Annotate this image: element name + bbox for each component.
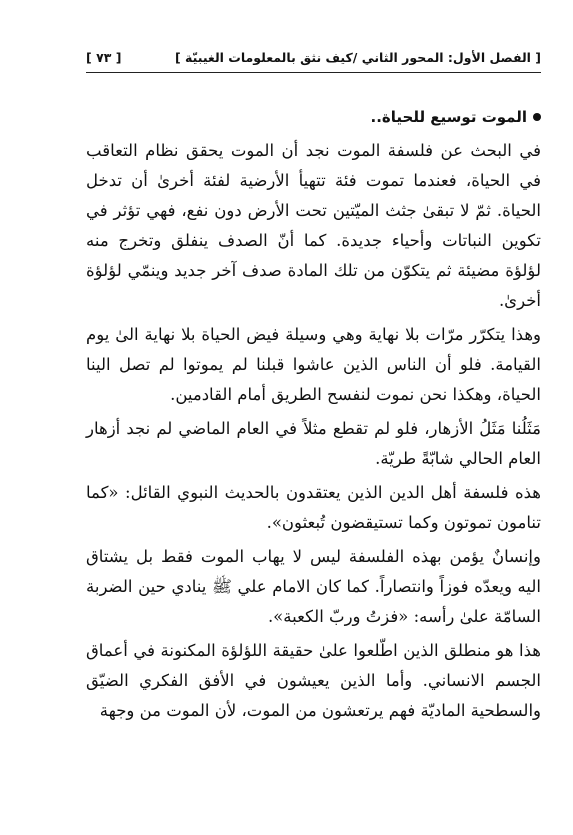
paragraph: في البحث عن فلسفة الموت نجد أن الموت يحقق نظام التعاقب في الحياة، فعندما تموت فئة تتهيأ الأرضية لفئة أخرىٰ أن تدخل الحياة. ثمّ لا تبقىٰ جثث الميّتين تحت الأرض دون نفع، فهي تؤثر في تكوين النباتات وأحياء جديدة. كما أنّ الصدف ينفلق وتخرج منه لؤلؤة مضيئة ثم يتكوّن من تلك المادة صدف آخر جديد وينمّي لؤلؤة أخرىٰ. xyxy=(86,141,541,310)
page-body xyxy=(86,104,541,730)
paragraph: وإنسانٌ يؤمن بهذه الفلسفة ليس لا يهاب الموت فقط بل يشتاق اليه ويعدّه فوزاً وانتصاراً. كما كان الامام علي ﷺ ينادي حين الضربة السامّة علىٰ رأسه: «فزتُ وربّ الكعبة». xyxy=(86,547,541,626)
chapter-title: [ الفصل الأول: المحور الثاني /كيف نثق بالمعلومات الغيبيّة ] xyxy=(174,49,541,65)
section-heading xyxy=(86,104,541,130)
running-header xyxy=(86,46,541,68)
bullet-icon xyxy=(533,113,541,121)
paragraph: مَثَلُنا مَثَلُ الأزهار، فلو لم تقطع مثلاً في العام الماضي لم نجد أزهار العام الحالي شابّةً طريّة. xyxy=(86,419,541,468)
section-heading-text: الموت توسيع للحياة.. xyxy=(370,108,527,126)
header-divider xyxy=(86,72,541,73)
paragraph: وهذا يتكرّر مرّات بلا نهاية وهي وسيلة فيض الحياة بلا نهاية الىٰ يوم القيامة. فلو أن الناس الذين عاشوا قبلنا لم يموتوا لم تصل الينا الحياة، وهكذا نحن نموت لنفسح الطريق أمام القادمين. xyxy=(86,325,541,404)
paragraph: هذا هو منطلق الذين اطّلعوا علىٰ حقيقة اللؤلؤة المكنونة في أعماق الجسم الانساني. وأما الذين يعيشون في الأفق الفكري الضيّق والسطحية الماديّة فهم يرتعشون من الموت، لأن الموت من وجهة xyxy=(86,641,541,720)
paragraph: هذه فلسفة أهل الدين الذين يعتقدون بالحديث النبوي القائل: «كما تنامون تموتون وكما تستيقضون تُبعثون». xyxy=(86,483,541,532)
page-number: [ ٧٣ ] xyxy=(86,49,122,65)
